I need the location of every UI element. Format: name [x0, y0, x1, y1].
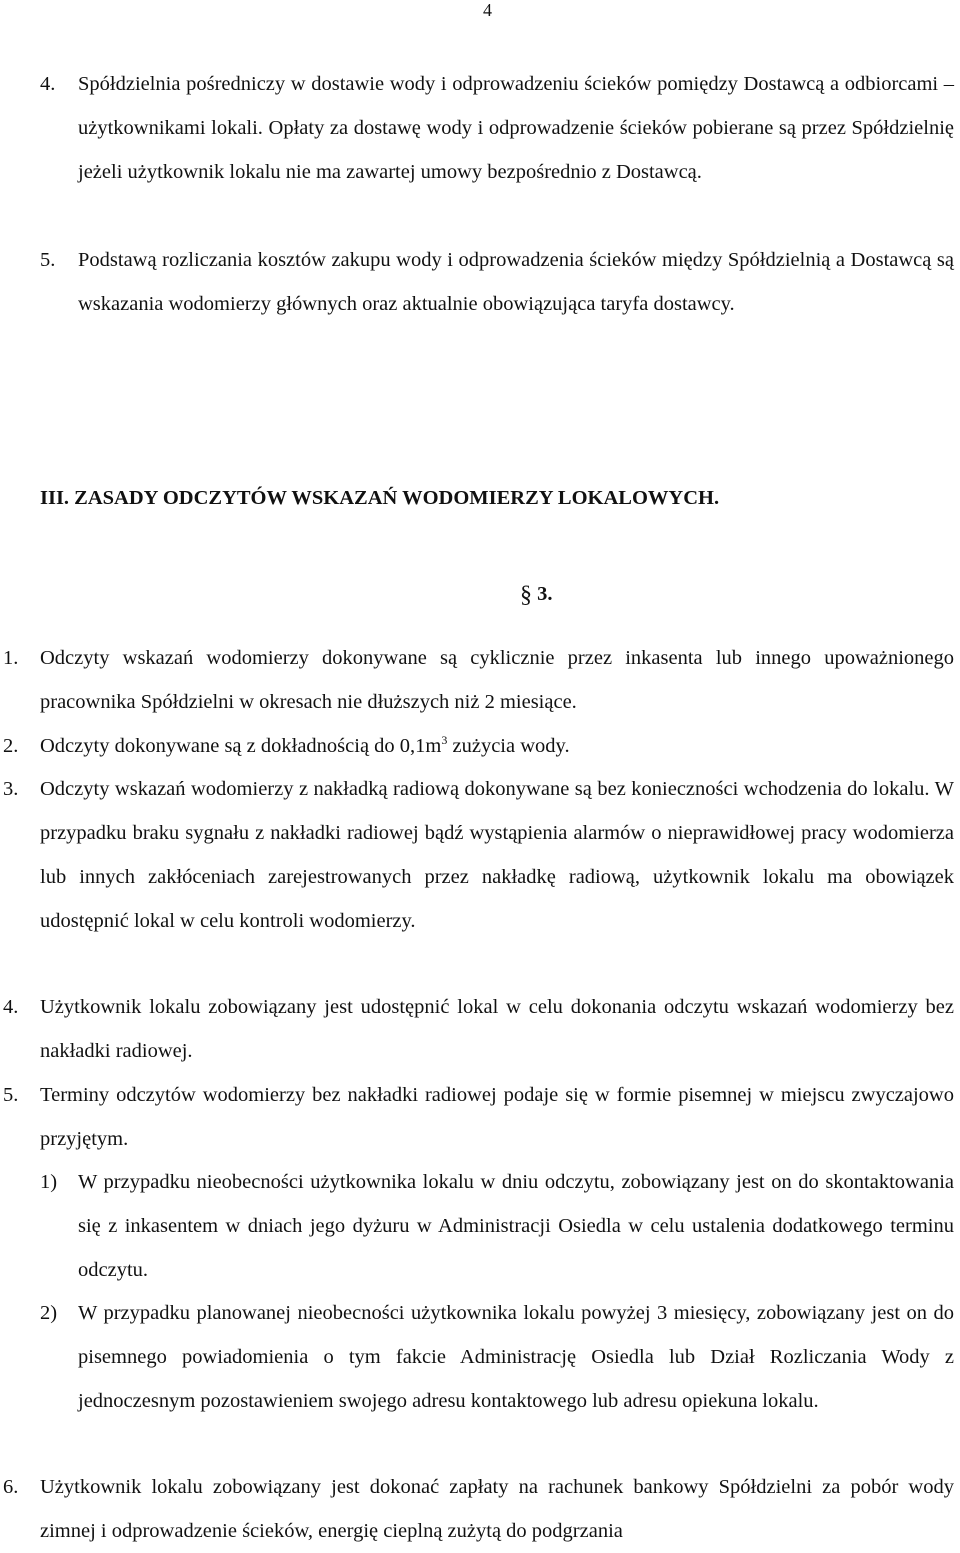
item-text: Odczyty wskazań wodomierzy z nakładką radiową dokonywane są bez konieczności wchodzenia do lokalu. W przypadku braku sygnału z nakładki radiowej bądź wystąpienia alarmów o nieprawidłowej pracy wodomierza lub innych zakłóceniach zarejestrowanych przez nakładkę radiową, użytkownik lokalu ma obowiązek udostępnić lokal w celu kontroli wodomierzy. — [40, 778, 954, 932]
section-sign: § — [520, 582, 532, 608]
sub-list-item — [40, 1160, 954, 1292]
item-text: Spółdzielnia pośredniczy w dostawie wody i odprowadzeniu ścieków pomiędzy Dostawcą a odbiorcami – użytkownikami lokali. Opłaty za dostawę wody i odprowadzenie ścieków pobierane są przez Spółdzielnię jeżeli użytkownik lokalu nie ma zawartej umowy bezpośrednio z Dostawcą. — [78, 73, 954, 183]
list-item — [3, 767, 954, 943]
sub-list-item — [40, 1291, 954, 1423]
item-number: 4. — [3, 996, 19, 1018]
item-number: 4. — [40, 73, 56, 95]
item-text: Odczyty wskazań wodomierzy dokonywane są cyklicznie przez inkasenta lub innego upoważnionego pracownika Spółdzielni w okresach nie dłuższych niż 2 miesiące. — [40, 647, 954, 713]
sub-item-number: 1) — [40, 1171, 58, 1193]
list-item — [40, 238, 954, 326]
list-item — [3, 1465, 954, 1553]
paragraph-mark — [520, 580, 553, 607]
item-number: 1. — [3, 647, 19, 669]
list-item — [40, 62, 954, 194]
item-text-main: Odczyty dokonywane są z dokładnością do 0,1m — [40, 735, 442, 757]
item-text: Użytkownik lokalu zobowiązany jest udostępnić lokal w celu dokonania odczytu wskazań wodomierzy bez nakładki radiowej. — [40, 996, 954, 1062]
item-number: 5. — [3, 1084, 19, 1106]
superscript: 3 — [441, 733, 448, 748]
sub-item-text: W przypadku planowanej nieobecności użytkownika lokalu powyżej 3 miesięcy, zobowiązany jest on do pisemnego powiadomienia o tym fakcie Administrację Osiedla lub Dział Rozliczania Wody z jednoczesnym pozostawieniem swojego adresu kontaktowego lub adresu opiekuna lokalu. — [78, 1302, 954, 1412]
list-item — [3, 724, 954, 768]
list-item — [3, 985, 954, 1073]
sub-item-number: 2) — [40, 1302, 58, 1324]
paragraph-number: 3. — [537, 583, 553, 605]
item-number: 6. — [3, 1476, 19, 1498]
item-number: 2. — [3, 735, 19, 757]
list-item — [3, 1073, 954, 1161]
item-number: 5. — [40, 249, 56, 271]
item-number: 3. — [3, 778, 19, 800]
item-text: Użytkownik lokalu zobowiązany jest dokonać zapłaty na rachunek bankowy Spółdzielni za pobór wody zimnej i odprowadzenie ścieków, energię cieplną zużytą do podgrzania — [40, 1476, 954, 1542]
list-item — [3, 636, 954, 724]
page-number: 4 — [483, 0, 492, 20]
section-heading: III. ZASADY ODCZYTÓW WSKAZAŃ WODOMIERZY LOKALOWYCH. — [40, 487, 720, 509]
item-text: Podstawą rozliczania kosztów zakupu wody i odprowadzenia ścieków między Spółdzielnią a Dostawcą są wskazania wodomierzy głównych oraz aktualnie obowiązująca taryfa dostawcy. — [78, 249, 954, 315]
item-text: Terminy odczytów wodomierzy bez nakładki radiowej podaje się w formie pisemnej w miejscu zwyczajowo przyjętym. — [40, 1084, 954, 1150]
sub-item-text: W przypadku nieobecności użytkownika lokalu w dniu odczytu, zobowiązany jest on do skontaktowania się z inkasentem w dniach jego dyżuru w Administracji Osiedla w celu ustalenia dodatkowego terminu odczytu. — [78, 1171, 954, 1281]
item-text — [40, 724, 954, 768]
item-text-tail: zużycia wody. — [447, 735, 570, 757]
